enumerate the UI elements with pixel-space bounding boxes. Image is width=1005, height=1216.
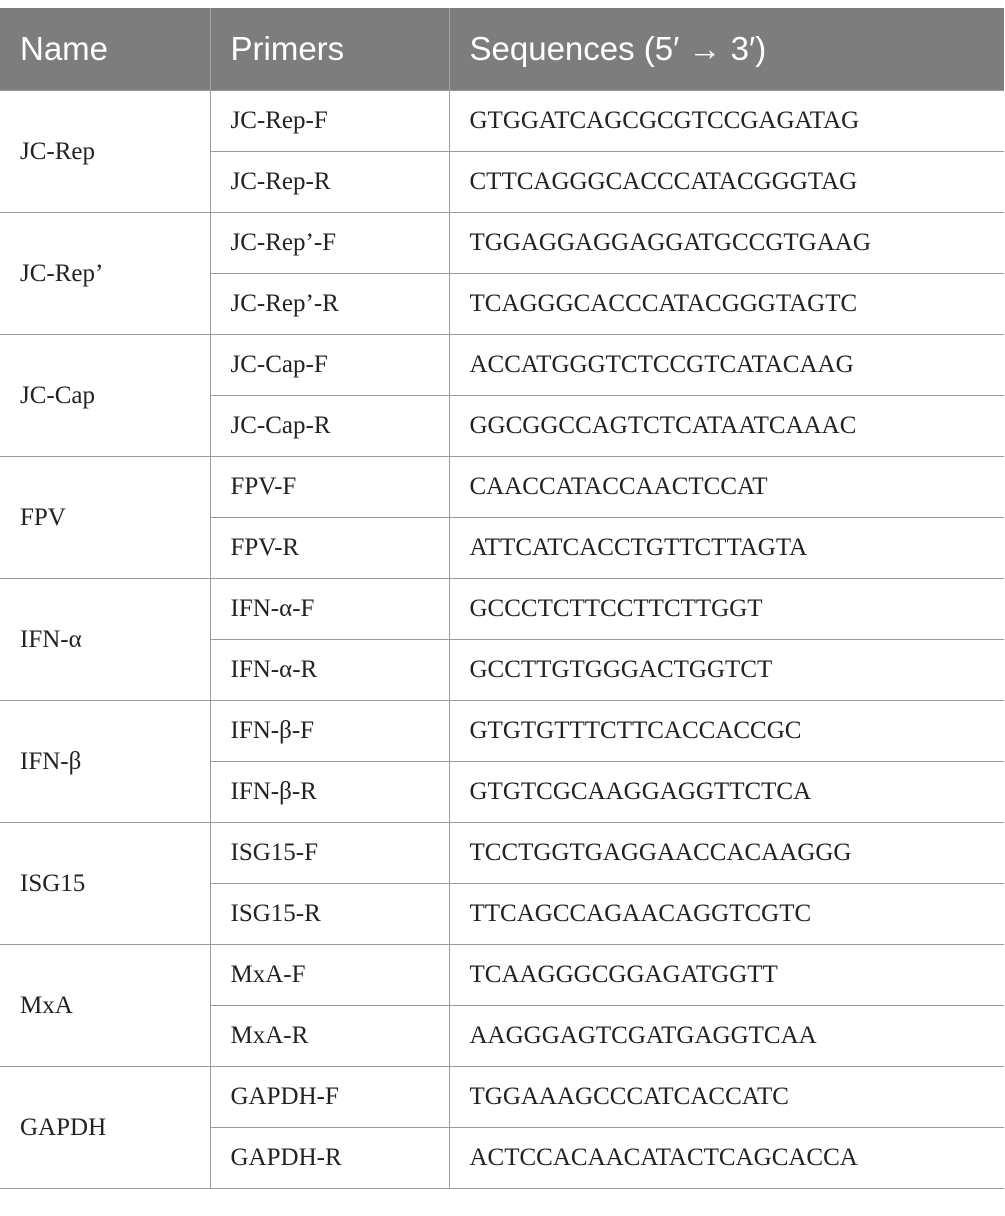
primer-name-cell: IFN-β-R: [210, 762, 449, 823]
gene-name-cell: ISG15: [0, 823, 210, 945]
sequence-cell: GTGTGTTTCTTCACCACCGC: [449, 701, 1004, 762]
sequence-cell: TGGAGGAGGAGGATGCCGTGAAG: [449, 213, 1004, 274]
table-row: [0, 823, 1004, 884]
primer-table-container: [0, 8, 1004, 1189]
gene-name-cell: JC-Rep: [0, 91, 210, 213]
primer-name-cell: IFN-α-F: [210, 579, 449, 640]
header-primers: Primers: [210, 8, 449, 91]
primer-name-cell: JC-Rep-R: [210, 152, 449, 213]
gene-name-cell: JC-Rep’: [0, 213, 210, 335]
sequence-cell: ACCATGGGTCTCCGTCATACAAG: [449, 335, 1004, 396]
primer-name-cell: ISG15-F: [210, 823, 449, 884]
header-name: Name: [0, 8, 210, 91]
sequence-cell: TGGAAAGCCCATCACCATC: [449, 1067, 1004, 1128]
primer-name-cell: MxA-R: [210, 1006, 449, 1067]
gene-name-cell: IFN-β: [0, 701, 210, 823]
table-row: [0, 91, 1004, 152]
primer-name-cell: IFN-β-F: [210, 701, 449, 762]
sequence-cell: GTGTCGCAAGGAGGTTCTCA: [449, 762, 1004, 823]
table-header: [0, 8, 1004, 91]
table-row: [0, 579, 1004, 640]
table-row: [0, 701, 1004, 762]
primer-name-cell: JC-Rep’-R: [210, 274, 449, 335]
sequence-cell: TCAAGGGCGGAGATGGTT: [449, 945, 1004, 1006]
primer-name-cell: IFN-α-R: [210, 640, 449, 701]
sequence-cell: GTGGATCAGCGCGTCCGAGATAG: [449, 91, 1004, 152]
primer-name-cell: GAPDH-F: [210, 1067, 449, 1128]
gene-name-cell: IFN-α: [0, 579, 210, 701]
table-row: [0, 457, 1004, 518]
primer-name-cell: GAPDH-R: [210, 1128, 449, 1189]
header-sequences: Sequences (5′ → 3′): [449, 8, 1004, 91]
table-row: [0, 1067, 1004, 1128]
primer-name-cell: JC-Rep’-F: [210, 213, 449, 274]
gene-name-cell: FPV: [0, 457, 210, 579]
gene-name-cell: GAPDH: [0, 1067, 210, 1189]
primer-name-cell: JC-Cap-F: [210, 335, 449, 396]
header-row: [0, 8, 1004, 91]
sequence-cell: AAGGGAGTCGATGAGGTCAA: [449, 1006, 1004, 1067]
table-row: [0, 945, 1004, 1006]
sequence-cell: ATTCATCACCTGTTCTTAGTA: [449, 518, 1004, 579]
table-body: [0, 91, 1004, 1189]
sequence-cell: GGCGGCCAGTCTCATAATCAAAC: [449, 396, 1004, 457]
table-row: [0, 335, 1004, 396]
gene-name-cell: MxA: [0, 945, 210, 1067]
sequence-cell: GCCCTCTTCCTTCTTGGT: [449, 579, 1004, 640]
primer-name-cell: FPV-R: [210, 518, 449, 579]
primer-name-cell: ISG15-R: [210, 884, 449, 945]
primer-name-cell: FPV-F: [210, 457, 449, 518]
sequence-cell: GCCTTGTGGGACTGGTCT: [449, 640, 1004, 701]
primer-table: [0, 8, 1004, 1189]
sequence-cell: CAACCATACCAACTCCAT: [449, 457, 1004, 518]
sequence-cell: TCCTGGTGAGGAACCACAAGGG: [449, 823, 1004, 884]
primer-name-cell: JC-Cap-R: [210, 396, 449, 457]
gene-name-cell: JC-Cap: [0, 335, 210, 457]
primer-name-cell: MxA-F: [210, 945, 449, 1006]
sequence-cell: TTCAGCCAGAACAGGTCGTC: [449, 884, 1004, 945]
sequence-cell: ACTCCACAACATACTCAGCACCA: [449, 1128, 1004, 1189]
primer-name-cell: JC-Rep-F: [210, 91, 449, 152]
sequence-cell: TCAGGGCACCCATACGGGTAGTC: [449, 274, 1004, 335]
table-row: [0, 213, 1004, 274]
sequence-cell: CTTCAGGGCACCCATACGGGTAG: [449, 152, 1004, 213]
